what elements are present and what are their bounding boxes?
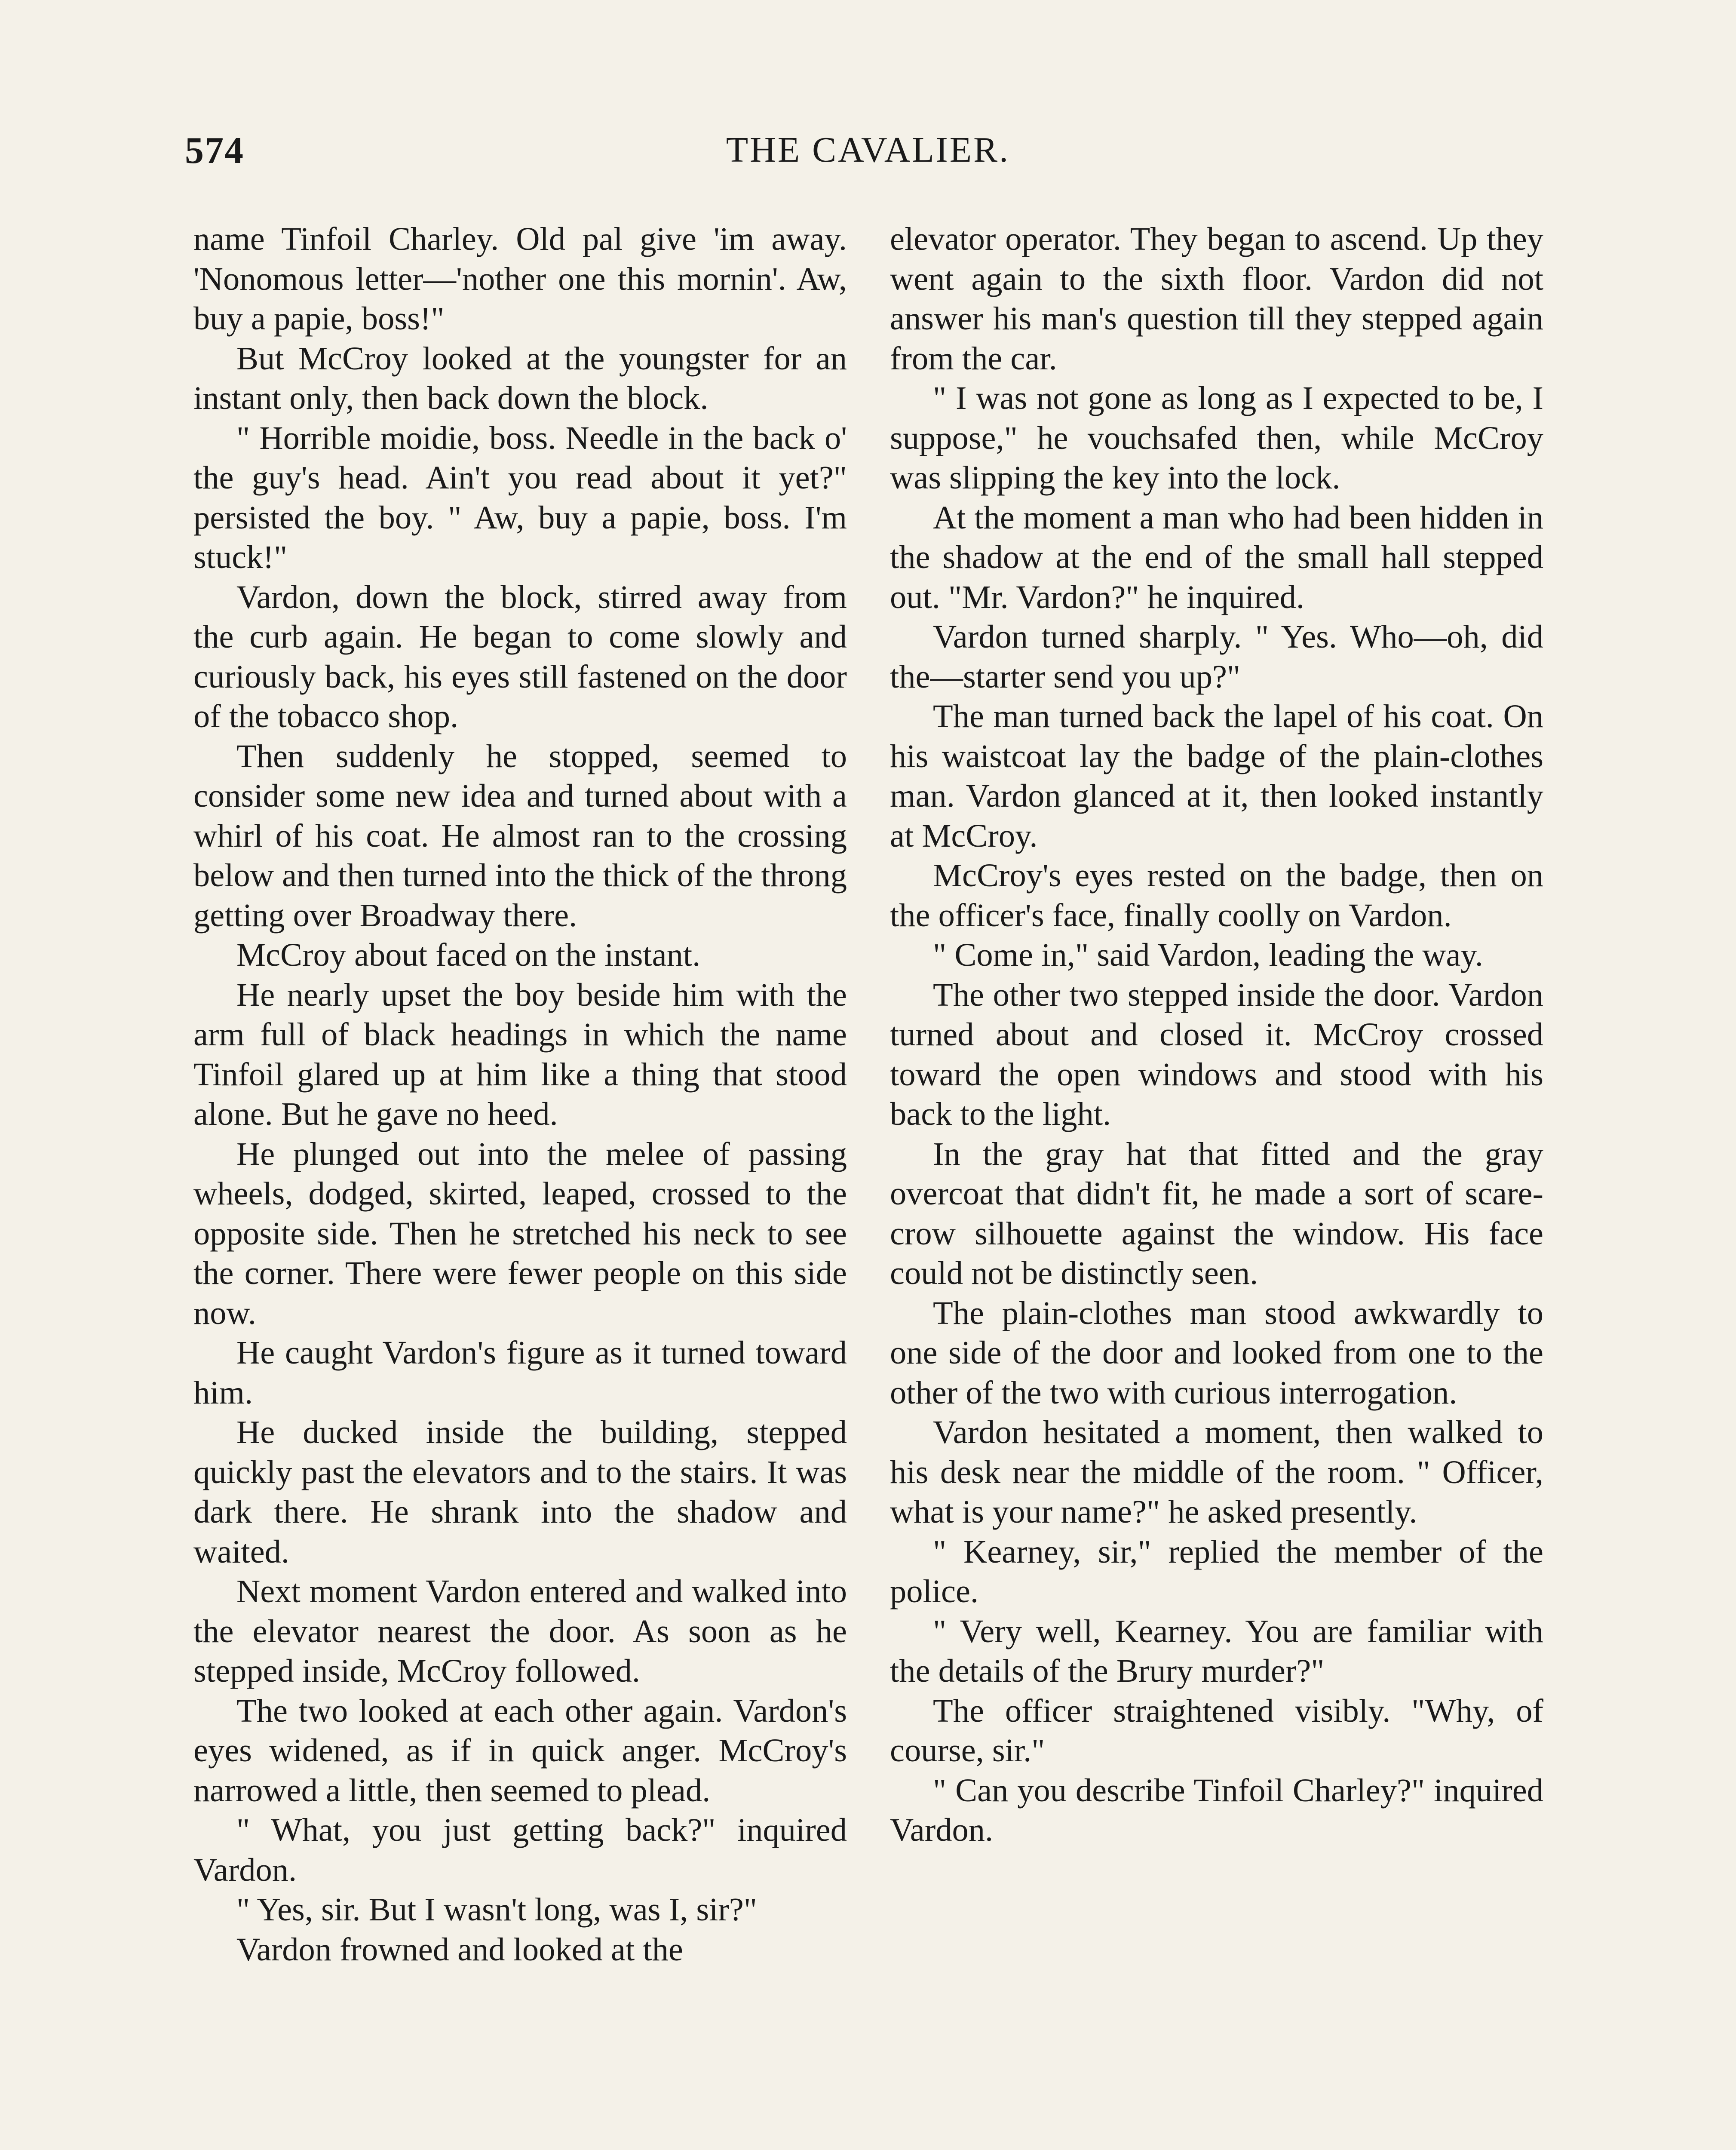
left-text-column xyxy=(193,219,847,1969)
paragraph: Vardon turned sharply. " Yes. Who—oh, did the—starter send you up?" xyxy=(890,618,1543,695)
paragraph: The officer straightened visibly. "Why, of course, sir." xyxy=(890,1692,1543,1769)
paragraph: McCroy's eyes rested on the badge, then on the officer's face, finally coolly on Vardon. xyxy=(890,857,1543,934)
paragraph: The man turned back the lapel of his coat. On his waistcoat lay the badge of the plain-clothes man. Vardon glanced at it, then looked instantly at McCroy. xyxy=(890,698,1543,854)
paragraph: " Yes, sir. But I wasn't long, was I, sir?" xyxy=(236,1891,758,1928)
paragraph: He nearly upset the boy beside him with the arm full of black headings in which the name Tinfoil glared up at him like a thing that stood alone. But he gave no heed. xyxy=(193,976,847,1132)
paragraph: elevator operator. They began to ascend. Up they went again to the sixth floor. Vardon did not answer his man's question till they stepped again from the car. xyxy=(890,221,1543,377)
paragraph: " Can you describe Tinfoil Charley?" inquired Vardon. xyxy=(890,1772,1543,1848)
paragraph: Vardon frowned and looked at the xyxy=(236,1931,683,1968)
paragraph: " Very well, Kearney. You are familiar with the details of the Brury murder?" xyxy=(890,1612,1543,1689)
paragraph: He plunged out into the melee of passing wheels, dodged, skirted, leaped, crossed to the opposite side. Then he stretched his neck to see the corner. There were fewer people on this side now. xyxy=(193,1135,847,1331)
paragraph: He ducked inside the building, stepped quickly past the elevators and to the stairs. It was dark there. He shrank into the shadow and waited. xyxy=(193,1414,847,1570)
right-text-column xyxy=(890,219,1543,1850)
paragraph: " Come in," said Vardon, leading the way. xyxy=(933,937,1483,973)
paragraph: " Kearney, sir," replied the member of the police. xyxy=(890,1533,1543,1609)
paragraph: Then suddenly he stopped, seemed to consider some new idea and turned about with a whirl of his coat. He almost ran to the crossing below and then turned into the thick of the throng getting over Broadway there. xyxy=(193,737,847,934)
running-head-title: THE CAVALIER. xyxy=(726,130,1010,170)
paragraph: The plain-clothes man stood awkwardly to one side of the door and looked from one to the other of the two with curious interrogation. xyxy=(890,1294,1543,1411)
paragraph: Vardon hesitated a moment, then walked to his desk near the middle of the room. " Officer, what is your name?" he asked presently. xyxy=(890,1414,1543,1530)
paragraph: Vardon, down the block, stirred away from the curb again. He began to come slowly and curiously back, his eyes still fastened on the door of the tobacco shop. xyxy=(193,578,847,734)
paragraph: " I was not gone as long as I expected to be, I suppose," he vouchsafed then, while McCroy was slipping the key into the lock. xyxy=(890,380,1543,496)
paragraph: At the moment a man who had been hidden in the shadow at the end of the small hall stepped out. "Mr. Vardon?" he inquired. xyxy=(890,499,1543,615)
paragraph: But McCroy looked at the youngster for an instant only, then back down the block. xyxy=(193,340,847,416)
paragraph: The other two stepped inside the door. Vardon turned about and closed it. McCroy crossed toward the open windows and stood with his back to the light. xyxy=(890,976,1543,1132)
paragraph: The two looked at each other again. Vardon's eyes widened, as if in quick anger. McCroy's narrowed a little, then seemed to plead. xyxy=(193,1692,847,1809)
paragraph: McCroy about faced on the instant. xyxy=(236,937,701,973)
paragraph: " Horrible moidie, boss. Needle in the back o' the guy's head. Ain't you read about it yet?" persisted the boy. " Aw, buy a papie, boss. I'm stuck!" xyxy=(193,419,847,575)
paragraph: name Tinfoil Charley. Old pal give 'im away. 'Nonomous letter—'nother one this mornin'. Aw, buy a papie, boss!" xyxy=(193,221,847,337)
page-number: 574 xyxy=(185,130,244,172)
paragraph: " What, you just getting back?" inquired Vardon. xyxy=(193,1812,847,1888)
paragraph: In the gray hat that fitted and the gray overcoat that didn't fit, he made a sort of scare-crow silhouette against the window. His face could not be distinctly seen. xyxy=(890,1135,1543,1291)
paragraph: He caught Vardon's figure as it turned toward him. xyxy=(193,1334,847,1411)
paragraph: Next moment Vardon entered and walked into the elevator nearest the door. As soon as he stepped inside, McCroy followed. xyxy=(193,1573,847,1689)
